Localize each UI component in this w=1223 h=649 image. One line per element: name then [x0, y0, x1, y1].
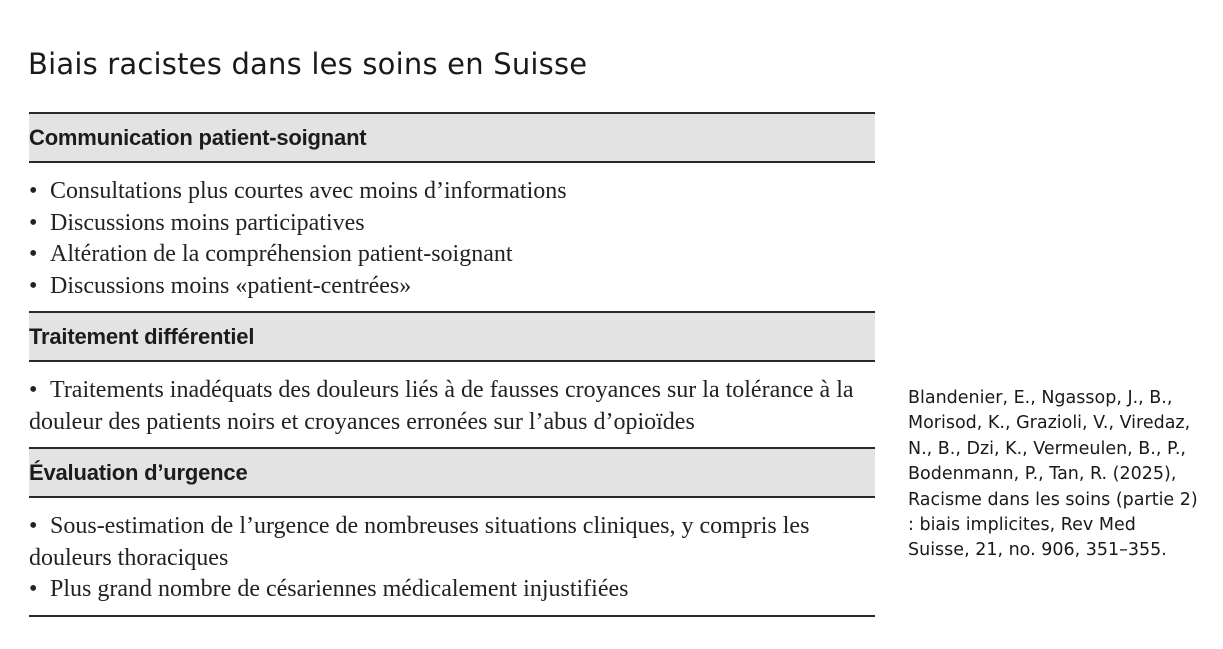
list-item — [29, 208, 875, 240]
list-item — [29, 574, 875, 606]
section-header: Évaluation d’urgence — [29, 447, 875, 498]
list-item-text: Consultations plus courtes avec moins d’informations — [50, 178, 567, 204]
list-item-text: Traitements inadéquats des douleurs liés à de fausses croyances sur la tolérance à la douleur des patients noirs et croyances erronées sur l’abus d’opioïdes — [29, 377, 854, 435]
page-title: Biais racistes dans les soins en Suisse — [28, 47, 588, 82]
section-body — [29, 362, 875, 447]
list-item — [29, 176, 875, 208]
list-item-text: Discussions moins «patient-centrées» — [50, 272, 412, 299]
list-item-text: Sous-estimation de l’urgence de nombreuses situations cliniques, y compris les douleurs thoraciques — [29, 513, 810, 571]
section-traitement — [29, 311, 875, 447]
list-item — [29, 271, 875, 303]
list-item — [29, 239, 875, 271]
citation: Blandenier, E., Ngassop, J., B., Morisod, K., Grazioli, V., Viredaz, N., B., Dzi, K., Vermeulen, B., P., Bodenmann, P., Tan, R. (2025), Racisme dans les soins (partie 2) : biais implicites, Rev Med Suisse, 21, no. 906, 351–355. — [908, 388, 1198, 561]
bullet: • — [29, 178, 38, 204]
list-item-text: Altération de la compréhension patient-soignant — [50, 241, 513, 267]
bullet: • — [29, 576, 38, 602]
bullet: • — [29, 513, 38, 539]
section-header: Communication patient-soignant — [29, 112, 875, 163]
section-urgence — [29, 447, 875, 615]
section-header: Traitement différentiel — [29, 311, 875, 362]
bullet: • — [29, 377, 38, 403]
bias-table — [29, 112, 875, 617]
bullet: • — [29, 241, 38, 267]
section-communication — [29, 112, 875, 311]
table-bottom-rule — [29, 615, 875, 617]
list-item-text: Discussions moins participatives — [50, 209, 365, 236]
section-body — [29, 163, 875, 311]
list-item-text: Plus grand nombre de césariennes médicalement injustifiées — [50, 576, 629, 602]
bullet: • — [29, 209, 38, 236]
list-item — [29, 511, 875, 574]
section-body — [29, 498, 875, 615]
bullet: • — [29, 272, 38, 299]
list-item — [29, 375, 875, 438]
